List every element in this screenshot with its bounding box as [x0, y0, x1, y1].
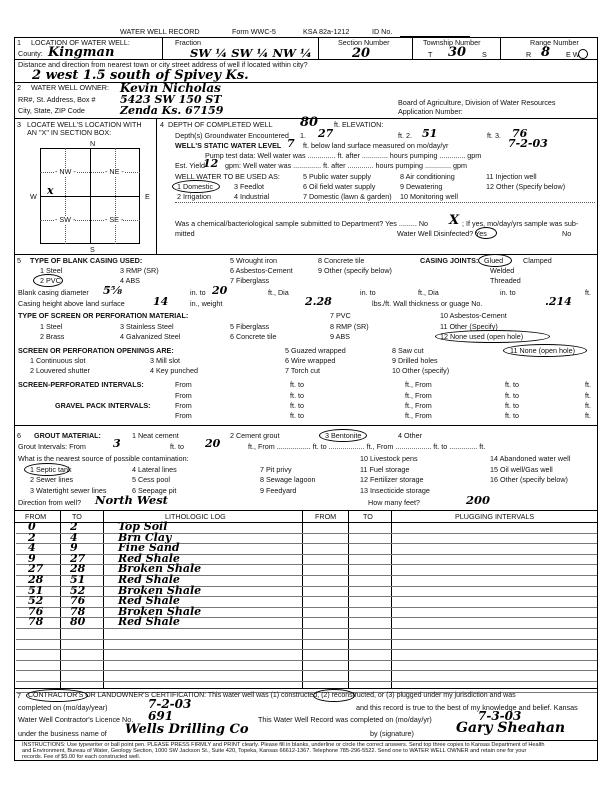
grout-from-value[interactable]: 3: [113, 437, 121, 450]
diameter-ft-dia: ft., Dia: [268, 288, 289, 297]
log-row-description[interactable]: Brn Clay: [118, 530, 172, 544]
log-row-description[interactable]: Broken Shale: [118, 604, 202, 618]
log-plugging-header: PLUGGING INTERVALS: [455, 512, 535, 521]
gpi-to-2: ft. to: [505, 401, 519, 410]
spi-from-1: From: [175, 380, 192, 389]
joint-clamped[interactable]: Clamped: [523, 256, 552, 265]
log-row-line: [16, 586, 597, 587]
yield-value[interactable]: 12: [203, 157, 219, 170]
grout-2[interactable]: 2 Cement grout: [230, 431, 280, 440]
spi-to-1: ft. to: [290, 380, 304, 389]
form-title: WATER WELL RECORD: [120, 27, 200, 36]
record-completed-label: This Water Well Record was completed on (mo/day/yr): [258, 715, 432, 724]
static-level-tail: ft. below land surface measured on mo/day/yr: [303, 141, 449, 150]
diameter-value[interactable]: 5⅝: [103, 284, 123, 297]
signature-label: by (signature): [370, 729, 414, 738]
contam-1-septic[interactable]: 1 Septic tank: [30, 465, 72, 474]
casing-3[interactable]: 3 RMP (SR): [120, 266, 159, 275]
grout-intervals-label: Grout Intervals: From: [18, 442, 86, 451]
ksa-number: KSA 82a-1212: [303, 27, 350, 36]
county-value[interactable]: Kingman: [48, 45, 115, 60]
log-row-to[interactable]: 27: [70, 551, 86, 565]
yield-label: Est. Yield: [175, 161, 205, 170]
contam-5[interactable]: 5 Cess pool: [132, 475, 170, 484]
id-label: ID No.: [372, 27, 393, 36]
log-row-from[interactable]: 27: [28, 562, 44, 576]
pvc-circle: [33, 274, 63, 287]
screen-6[interactable]: 6 Concrete tile: [230, 332, 277, 341]
range-ew: E W: [566, 50, 580, 59]
diameter-in-to: in. to: [190, 288, 206, 297]
log-row-line: [16, 607, 597, 608]
screen-8[interactable]: 8 RMP (SR): [330, 322, 369, 331]
log-row-description[interactable]: Broken Shale: [118, 562, 202, 576]
section-6-number: 6: [17, 431, 21, 440]
grid-se: - SE -: [105, 215, 124, 224]
direction-value[interactable]: North West: [95, 493, 168, 507]
use-2[interactable]: 2 Irrigation: [177, 192, 211, 201]
section-number-label: Section Number: [338, 38, 390, 47]
casing-7[interactable]: 7 Fiberglass: [230, 276, 270, 285]
log-row-from[interactable]: 9: [28, 551, 36, 565]
spi-from-3: From: [175, 391, 192, 400]
board-label: Board of Agriculture, Division of Water Resources: [398, 98, 556, 107]
screen-2[interactable]: 2 Brass: [40, 332, 65, 341]
contam-16[interactable]: 16 Other (specify below): [490, 475, 568, 484]
log-row-line: [16, 564, 597, 565]
use-4[interactable]: 4 Industrial: [234, 192, 270, 201]
city-value[interactable]: Zenda Ks. 67159: [120, 104, 224, 117]
log-row-to[interactable]: 52: [70, 583, 86, 597]
section-3-number: 3: [17, 120, 21, 129]
log-row-to[interactable]: 51: [70, 573, 86, 586]
diameter-to-value[interactable]: 20: [212, 284, 228, 297]
weight-label: in., weight: [190, 299, 223, 308]
location-title: LOCATION OF WATER WELL:: [31, 38, 130, 47]
log-row-line: [16, 533, 597, 534]
log-row-from[interactable]: 78: [28, 615, 44, 629]
diameter-in-to-3: in. to: [500, 288, 516, 297]
log-row-line: [16, 670, 597, 671]
screen-label: TYPE OF SCREEN OR PERFORATION MATERIAL:: [18, 311, 189, 320]
grout-to-label: ft. to: [170, 442, 184, 451]
gpi-from-3: From: [175, 411, 192, 420]
log-row-line: [16, 681, 597, 682]
log-row-description[interactable]: Top Soil: [118, 520, 168, 533]
contam-14[interactable]: 14 Abandoned water well: [490, 454, 571, 463]
gpi-from-2: ft., From: [405, 401, 432, 410]
contam-11[interactable]: 11 Fuel storage: [360, 465, 410, 474]
business-value[interactable]: Wells Drilling Co: [125, 722, 249, 737]
log-row-description[interactable]: Red Shale: [118, 551, 180, 565]
grid-sw: - SW -: [55, 215, 76, 224]
contam-12[interactable]: 12 Fertilizer storage: [360, 475, 424, 484]
spi-from-4: ft., From: [405, 391, 432, 400]
log-lithologic-header: LITHOLOGIC LOG: [165, 512, 226, 521]
groundwater-label: Depth(s) Groundwater Encountered: [175, 131, 289, 140]
grout-label: GROUT MATERIAL:: [34, 431, 101, 440]
locate-title-2: AN "X" IN SECTION BOX:: [27, 128, 112, 137]
signature[interactable]: Gary Sheahan: [456, 720, 566, 736]
log-row-line: [16, 639, 597, 640]
openings-label: SCREEN OR PERFORATION OPENINGS ARE:: [18, 346, 174, 355]
log-row-from[interactable]: 2: [28, 530, 36, 544]
log-row-from[interactable]: 76: [28, 604, 44, 618]
instructions-line-1: INSTRUCTIONS: Use typewriter or ball point pen. PLEASE PRESS FIRMLY and PRINT clearly. Please fill in blanks, underline or circle the correct answers. Send top three copies to Kansas Department of Health: [22, 742, 545, 748]
grid-n: N: [90, 139, 96, 148]
log-from2-header: FROM: [315, 512, 337, 521]
log-row-line: [16, 649, 597, 650]
use-10[interactable]: 10 Monitoring well: [400, 192, 458, 201]
opening-8[interactable]: 8 Saw cut: [392, 346, 424, 355]
gravel-intervals-label: GRAVEL PACK INTERVALS:: [55, 401, 151, 410]
gw3-index: ft. 3.: [487, 131, 501, 140]
fraction-label: Fraction: [175, 38, 201, 47]
joint-threaded[interactable]: Threaded: [490, 276, 521, 285]
log-row-description[interactable]: Broken Shale: [118, 583, 202, 597]
range-prefix: R: [526, 50, 532, 59]
use-6[interactable]: 6 Oil field water supply: [303, 182, 376, 191]
casing-6[interactable]: 6 Asbestos-Cement: [230, 266, 293, 275]
casing-2-pvc[interactable]: 2 PVC: [40, 276, 61, 285]
open-hole-circle: [503, 344, 587, 357]
gpi-to-4: ft. to: [505, 411, 519, 420]
contam-8[interactable]: 8 Sewage lagoon: [260, 475, 316, 484]
use-9[interactable]: 9 Dewatering: [400, 182, 443, 191]
log-row-to[interactable]: 76: [70, 594, 86, 608]
grout-intervals-tail: ft., From ................. ft. to .................. ft., From .................. ft. to .............. ft.: [248, 442, 486, 451]
township-value[interactable]: 30: [448, 45, 467, 60]
log-row-line: [16, 575, 597, 576]
pump-test-line: Pump test data: Well water was .............. ft. after ............. hours pumping ............. gpm: [205, 151, 482, 160]
casing-5[interactable]: 5 Wrought iron: [230, 256, 278, 265]
casing-1[interactable]: 1 Steel: [40, 266, 63, 275]
gpi-end-1: ft.: [585, 401, 591, 410]
log-from-header: FROM: [25, 512, 47, 521]
spi-to-2: ft. to: [505, 380, 519, 389]
grout-1[interactable]: 1 Neat cement: [132, 431, 179, 440]
business-label: under the business name of: [18, 729, 107, 738]
direction-label: Direction from well?: [18, 498, 82, 507]
diameter-label: Blank casing diameter: [18, 288, 89, 297]
contam-9[interactable]: 9 Feedyard: [260, 486, 297, 495]
range-label: Range Number: [530, 38, 579, 47]
opening-6[interactable]: 6 Wire wrapped: [285, 356, 336, 365]
log-row-description[interactable]: Red Shale: [118, 573, 180, 586]
log-to-header: TO: [72, 512, 82, 521]
how-many-feet-label: How many feet?: [368, 498, 420, 507]
gpi-from-1: From: [175, 401, 192, 410]
spi-from-2: ft., From: [405, 380, 432, 389]
contamination-label: What is the nearest source of possible contamination:: [18, 454, 189, 463]
log-to2-header: TO: [363, 512, 373, 521]
screen-9[interactable]: 9 ABS: [330, 332, 350, 341]
spi-end-1: ft.: [585, 380, 591, 389]
certification-completed-label: completed on (mo/day/year): [18, 703, 108, 712]
contam-4[interactable]: 4 Lateral lines: [132, 465, 177, 474]
gpi-to-3: ft. to: [290, 411, 304, 420]
none-used-circle: [435, 330, 550, 343]
groundwater-3[interactable]: 76: [512, 127, 528, 140]
use-11[interactable]: 11 Injection well: [486, 172, 537, 181]
record-completed-date[interactable]: 7-3-03: [478, 709, 522, 723]
instructions-line-2: and Environment, Bureau of Water, Geology Section, 1000 SW Jackson St., Suite 420, Topeka, Kansas 66612-1367. Telephone 785-296-5522. Send one to WATER WELL OWNER and retain one for your: [22, 748, 527, 754]
depth-label: DEPTH OF COMPLETED WELL: [168, 120, 273, 129]
opening-2[interactable]: 2 Louvered shutter: [30, 366, 90, 375]
log-row-to[interactable]: 9: [70, 541, 78, 555]
diameter-ft-end: ft.: [585, 288, 591, 297]
township-suffix: S: [482, 50, 487, 59]
screen-intervals-label: SCREEN-PERFORATED INTERVALS:: [18, 380, 144, 389]
grid-nw: - NW -: [55, 167, 76, 176]
screen-7[interactable]: 7 PVC: [330, 311, 351, 320]
screen-4[interactable]: 4 Galvanized Steel: [120, 332, 181, 341]
section-1-number: 1: [17, 38, 21, 47]
screen-1[interactable]: 1 Steel: [40, 322, 63, 331]
contam-6[interactable]: 6 Seepage pit: [132, 486, 177, 495]
use-7[interactable]: 7 Domestic (lawn & garden): [303, 192, 392, 201]
well-location-mark: x: [47, 184, 54, 197]
section-7-number: 7: [17, 691, 21, 700]
disinfected-yes-circle: [475, 227, 497, 239]
screen-5[interactable]: 5 Fiberglass: [230, 322, 270, 331]
screen-12[interactable]: 12 None used (open hole): [440, 332, 524, 341]
log-row-from[interactable]: 52: [28, 594, 44, 608]
opening-3[interactable]: 3 Mill slot: [150, 356, 180, 365]
spi-end-2: ft.: [585, 391, 591, 400]
log-row-from[interactable]: 0: [28, 520, 36, 533]
section-2-number: 2: [17, 83, 21, 92]
screen-10[interactable]: 10 Asbestos-Cement: [440, 311, 507, 320]
chemical-tail: ; If yes, mo/day/yrs sample was sub-: [462, 219, 579, 228]
range-value[interactable]: 8: [541, 45, 551, 60]
spi-to-3: ft. to: [290, 391, 304, 400]
grid-s: S: [90, 245, 95, 254]
log-row-description[interactable]: Red Shale: [118, 594, 180, 608]
diameter-in-to-2: in. to: [360, 288, 376, 297]
screen-11[interactable]: 11 Other (Specify): [440, 322, 498, 331]
log-row-to[interactable]: 28: [70, 562, 86, 576]
height-value[interactable]: 14: [153, 295, 169, 308]
license-label: Water Well Contractor's Licence No.: [18, 715, 134, 724]
opening-1[interactable]: 1 Continuous slot: [30, 356, 86, 365]
gpi-to-1: ft. to: [290, 401, 304, 410]
contam-13[interactable]: 13 Insecticide storage: [360, 486, 430, 495]
county-label: County:: [18, 49, 43, 58]
completed-date[interactable]: 7-2-03: [148, 697, 192, 711]
log-row-description[interactable]: Red Shale: [118, 615, 180, 629]
township-label: Township Number: [423, 38, 481, 47]
casing-4[interactable]: 4 ABS: [120, 276, 140, 285]
opening-9[interactable]: 9 Drilled holes: [392, 356, 438, 365]
chemical-question: Was a chemical/bacteriological sample submitted to Department? Yes ......... No: [175, 219, 429, 228]
casing-9[interactable]: 9 Other (specify below): [318, 266, 392, 275]
gw1-index: 1.: [300, 131, 306, 140]
grout-to-value[interactable]: 20: [205, 437, 221, 450]
use-3[interactable]: 3 Feedlot: [234, 182, 264, 191]
certification-line-2b: and this record is true to the best of my knowledge and belief. Kansas: [356, 703, 578, 712]
contam-7[interactable]: 7 Pit privy: [260, 465, 292, 474]
gpi-from-4: ft., From: [405, 411, 432, 420]
gauge-value[interactable]: .214: [545, 295, 572, 308]
opening-4[interactable]: 4 Key punched: [150, 366, 198, 375]
grout-3-bentonite[interactable]: 3 Bentonite: [325, 431, 362, 440]
disinfected-no[interactable]: No: [562, 229, 572, 238]
log-row-line: [16, 628, 597, 629]
static-date[interactable]: 7-2-03: [508, 137, 548, 150]
owner-label: WATER WELL OWNER:: [31, 83, 109, 92]
distance-label: Distance and direction from nearest town or city street address of well if located within city?: [18, 60, 308, 69]
joint-glued[interactable]: Glued: [484, 256, 504, 265]
disinfected-label: Water Well Disinfected? Yes: [397, 229, 487, 238]
elevation-label: ft. ELEVATION:: [334, 120, 384, 129]
use-8[interactable]: 8 Air conditioning: [400, 172, 455, 181]
distance-value[interactable]: 2 west 1.5 south of Spivey Ks.: [32, 68, 249, 83]
groundwater-1[interactable]: 27: [318, 127, 334, 140]
license-value[interactable]: 691: [148, 709, 174, 723]
log-row-to[interactable]: 80: [70, 615, 86, 629]
opening-5[interactable]: 5 Guazed wrapped: [285, 346, 346, 355]
log-row-line: [16, 543, 597, 544]
diameter-ft-dia-2: ft., Dia: [418, 288, 439, 297]
log-row-from[interactable]: 51: [28, 583, 44, 597]
opening-7[interactable]: 7 Torch cut: [285, 366, 321, 375]
opening-11[interactable]: 11 None (open hole): [510, 346, 575, 355]
gw2-index: ft. 2.: [398, 131, 412, 140]
joints-label: CASING JOINTS:: [420, 256, 479, 265]
locate-title-1: LOCATE WELL'S LOCATION WITH: [27, 120, 142, 129]
depth-value[interactable]: 80: [300, 115, 319, 130]
use-12[interactable]: 12 Other (Specify below): [486, 182, 566, 191]
weight-value[interactable]: 2.28: [305, 295, 332, 308]
spi-to-4: ft. to: [505, 391, 519, 400]
contam-3[interactable]: 3 Watertight sewer lines: [30, 486, 107, 495]
wall-thickness-label: lbs./ft. Wall thickness or guage No.: [372, 299, 483, 308]
log-row-from[interactable]: 28: [28, 573, 44, 586]
gpi-end-2: ft.: [585, 411, 591, 420]
static-level-label: WELL'S STATIC WATER LEVEL: [175, 141, 282, 150]
log-row-line: [16, 660, 597, 661]
log-row-to[interactable]: 4: [70, 530, 78, 544]
section-5-number: 5: [17, 256, 21, 265]
instructions-line-3: records. Fee of $5.00 for each constructed well.: [22, 754, 141, 760]
certification-line-1: CONTRACTOR'S OR LANDOWNER'S CERTIFICATION: This water well was (1) constructed, (2) reconstructed, or (3) plugged under my jurisdiction and was: [28, 692, 516, 699]
range-w-circle: [578, 49, 588, 59]
grid-w: W: [30, 192, 37, 201]
address-label: RR#, St. Address, Box #: [18, 95, 96, 104]
application-label: Application Number:: [398, 107, 463, 116]
log-row-line: [16, 617, 597, 618]
use-label: WELL WATER TO BE USED AS:: [175, 172, 280, 181]
log-row-description[interactable]: Fine Sand: [118, 541, 180, 555]
casing-8[interactable]: 8 Concrete tile: [318, 256, 365, 265]
use-1-domestic[interactable]: 1 Domestic: [177, 182, 213, 191]
township-prefix: T: [428, 50, 433, 59]
joint-welded[interactable]: Welded: [490, 266, 515, 275]
yield-tail: gpm: Well water was .............. ft. after ............. hours pumping ............. gpm: [225, 161, 467, 170]
address-value[interactable]: 5423 SW 150 ST: [120, 93, 222, 106]
log-row-to[interactable]: 2: [70, 520, 78, 533]
section-4-number: 4: [160, 120, 164, 129]
height-label: Casing height above land surface: [18, 299, 125, 308]
contractor-circle: [26, 689, 88, 702]
contam-2[interactable]: 2 Sewer lines: [30, 475, 74, 484]
opening-10[interactable]: 10 Other (specify): [392, 366, 450, 375]
grid-e: E: [145, 192, 150, 201]
owner-value[interactable]: Kevin Nicholas: [120, 81, 221, 95]
how-many-feet-value[interactable]: 200: [466, 493, 491, 507]
fraction-value[interactable]: SW ¼ SW ¼ NW ¼: [190, 46, 312, 60]
contam-10[interactable]: 10 Livestock pens: [360, 454, 418, 463]
log-row-line: [16, 596, 597, 597]
casing-label: TYPE OF BLANK CASING USED:: [30, 256, 143, 265]
static-level-value[interactable]: 7: [287, 137, 295, 150]
form-number: Form WWC-5: [232, 27, 276, 36]
chemical-mitted: mitted: [175, 229, 195, 238]
use-5[interactable]: 5 Public water supply: [303, 172, 371, 181]
chemical-no-mark: X: [449, 213, 460, 228]
section-number-value[interactable]: 20: [352, 46, 371, 61]
log-row-line: [16, 554, 597, 555]
grout-4[interactable]: 4 Other: [398, 431, 422, 440]
screen-3[interactable]: 3 Stainless Steel: [120, 322, 174, 331]
bentonite-circle: [319, 429, 367, 442]
log-row-from[interactable]: 4: [28, 541, 36, 555]
contam-15[interactable]: 15 Oil well/Gas well: [490, 465, 553, 474]
city-label: City, State, ZIP Code: [18, 106, 85, 115]
grid-ne: - NE -: [105, 167, 124, 176]
groundwater-2[interactable]: 51: [422, 127, 438, 140]
log-row-to[interactable]: 78: [70, 604, 86, 618]
constructed-circle: [313, 689, 355, 702]
